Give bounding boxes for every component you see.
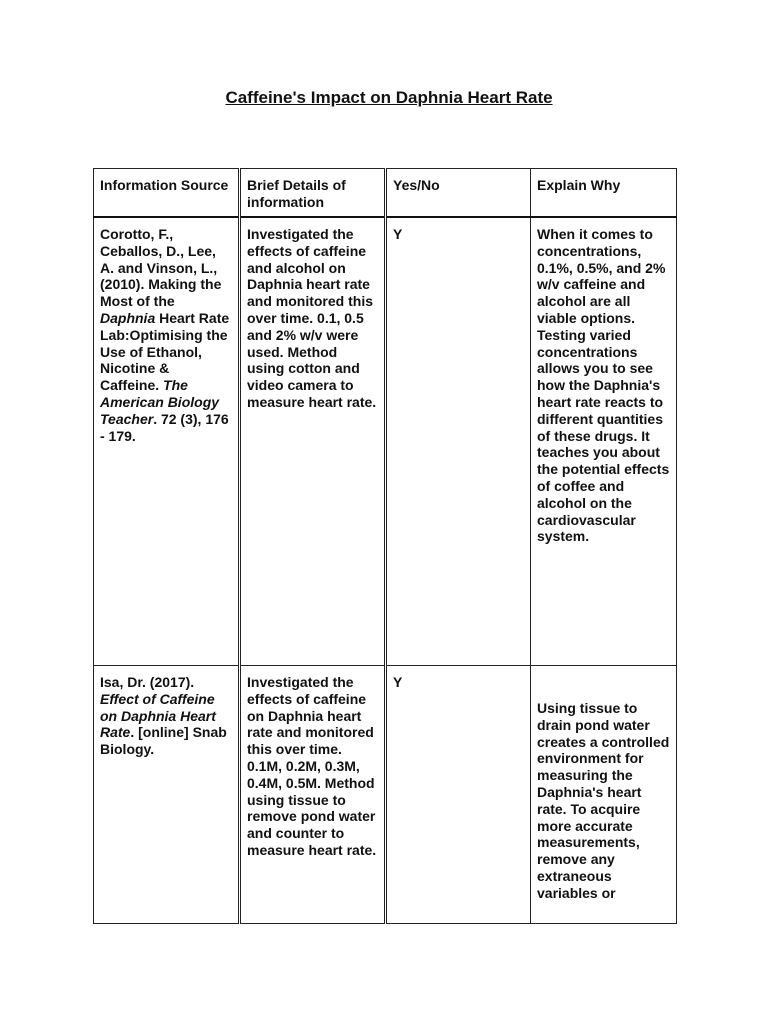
source-authors: Corotto, F., Ceballos, D., Lee, A. and Vinson, L., (2010). Making the Most of the — [100, 226, 222, 310]
source-italic-species: Daphnia — [100, 309, 156, 326]
source-cell — [94, 217, 240, 666]
header-yes-no: Yes/No — [386, 169, 531, 218]
explain-cell: When it comes to concentrations, 0.1%, 0.5%, and 2% w/v caffeine and alcohol are all viable options. Testing varied concentrations allows you to see how the Daphnia's heart rate reacts to different quantities of these drugs. It teaches you about the potential effects of coffee and alcohol on the cardiovascular system. — [531, 217, 677, 666]
information-sources-table — [93, 168, 677, 924]
explain-text: Using tissue to drain pond water creates a controlled environment for measuring the Daphnia's heart rate. To acquire more accurate measurements, remove any extraneous variables or — [537, 700, 670, 901]
source-title: Heart Rate Lab:Optimising the Use of Ethanol, Nicotine & Caffeine. — [100, 309, 230, 394]
page-title: Caffeine's Impact on Daphnia Heart Rate — [225, 88, 553, 107]
source-cell — [94, 666, 240, 924]
source-authors: Isa, Dr. (2017). — [100, 674, 195, 690]
header-brief-details: Brief Details of information — [240, 169, 386, 218]
explain-cell — [531, 666, 677, 924]
header-information-source: Information Source — [94, 169, 240, 218]
table-header-row — [94, 169, 677, 218]
source-citation-tail: . 72 (3), 176 - 179. — [100, 410, 229, 444]
table-row — [94, 217, 677, 666]
yes-no-cell: Y — [386, 666, 531, 924]
details-cell: Investigated the effects of caffeine on Daphnia heart rate and monitored this over time. 0.1M, 0.2M, 0.3M, 0.4M, 0.5M. Method using tissue to remove pond water and counter to measure heart rate. — [240, 666, 386, 924]
table-row — [94, 666, 677, 924]
yes-no-cell: Y — [386, 217, 531, 666]
details-cell: Investigated the effects of caffeine and alcohol on Daphnia heart rate and monitored this over time. 0.1, 0.5 and 2% w/v were used. Method using cotton and video camera to measure heart rate. — [240, 217, 386, 666]
source-journal: The American Biology Teacher — [100, 377, 220, 427]
source-title: Effect of Caffeine on Daphnia Heart Rate — [100, 690, 216, 741]
explain-leading-space — [537, 674, 670, 700]
header-explain-why: Explain Why — [531, 169, 677, 218]
source-citation-tail: . [online] Snab Biology. — [100, 724, 227, 758]
